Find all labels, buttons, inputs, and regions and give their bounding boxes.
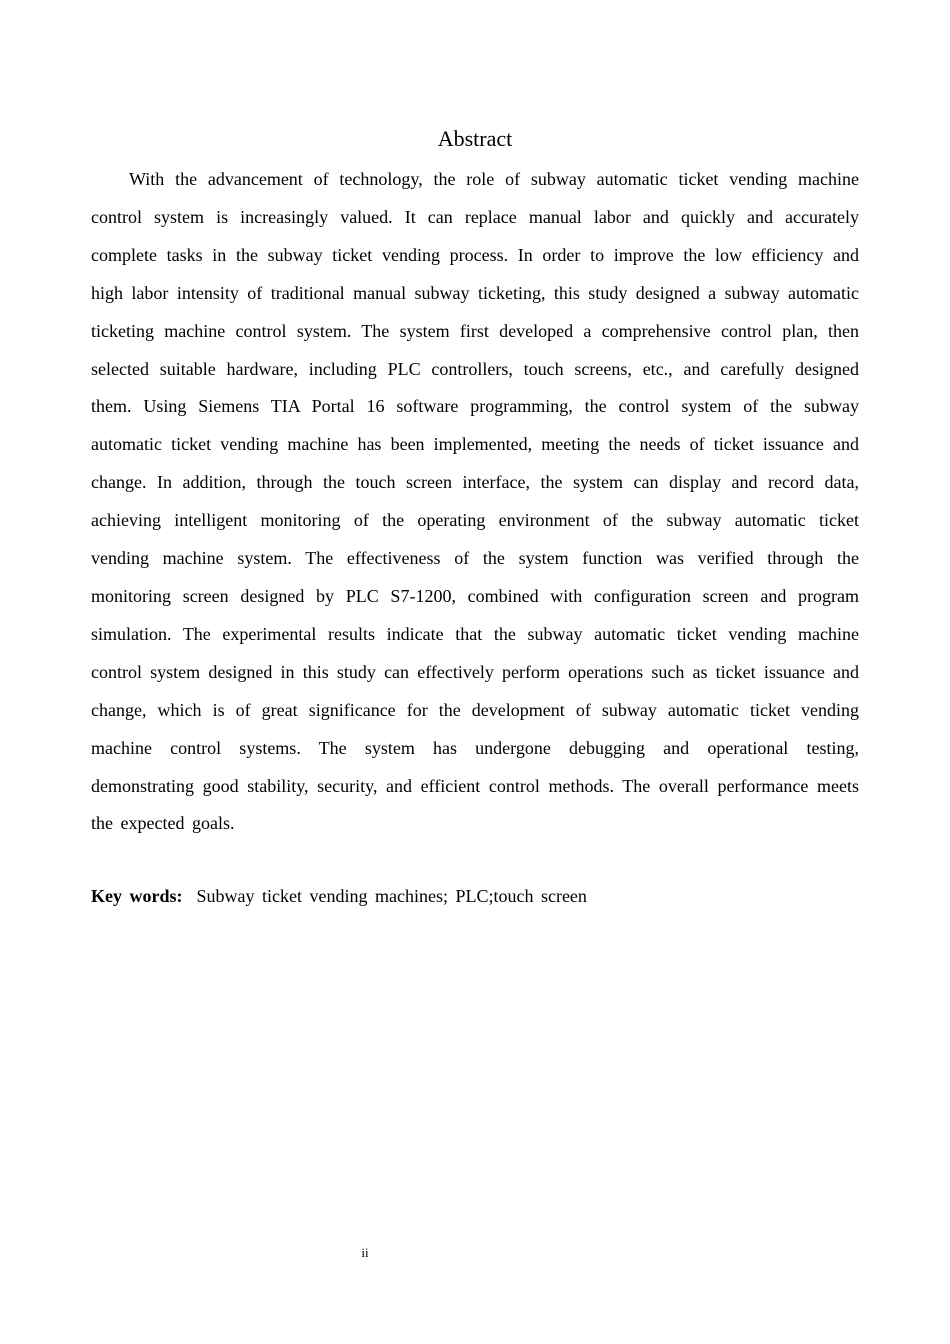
keywords-label: Key words:: [91, 886, 183, 906]
abstract-body: With the advancement of technology, the role of subway automatic ticket vending machine control system is increasingly valued. It can replace manual labor and quickly and accurately complete tasks in the subway ticket vending process. In order to improve the low efficiency and high labor intensity of traditional manual subway ticketing, this study designed a subway automatic ticketing machine control system. The system first developed a comprehensive control plan, then selected suitable hardware, including PLC controllers, touch screens, etc., and carefully designed them. Using Siemens TIA Portal 16 software programming, the control system of the subway automatic ticket vending machine has been implemented, meeting the needs of ticket issuance and change. In addition, through the touch screen interface, the system can display and record data, achieving intelligent monitoring of the operating environment of the subway automatic ticket vending machine system. The effectiveness of the system function was verified through the monitoring screen designed by PLC S7-1200, combined with configuration screen and program simulation. The experimental results indicate that the subway automatic ticket vending machine control system designed in this study can effectively perform operations such as ticket issuance and change, which is of great significance for the development of subway automatic ticket vending machine control systems. The system has undergone debugging and operational testing, demonstrating good stability, security, and efficient control methods. The overall performance meets the expected goals.: [91, 169, 859, 834]
keywords-text: Subway ticket vending machines; PLC;touch screen: [196, 886, 587, 906]
keywords-line: [91, 882, 859, 910]
abstract-title: Abstract: [437, 126, 513, 151]
page-number: ii: [361, 1245, 369, 1260]
